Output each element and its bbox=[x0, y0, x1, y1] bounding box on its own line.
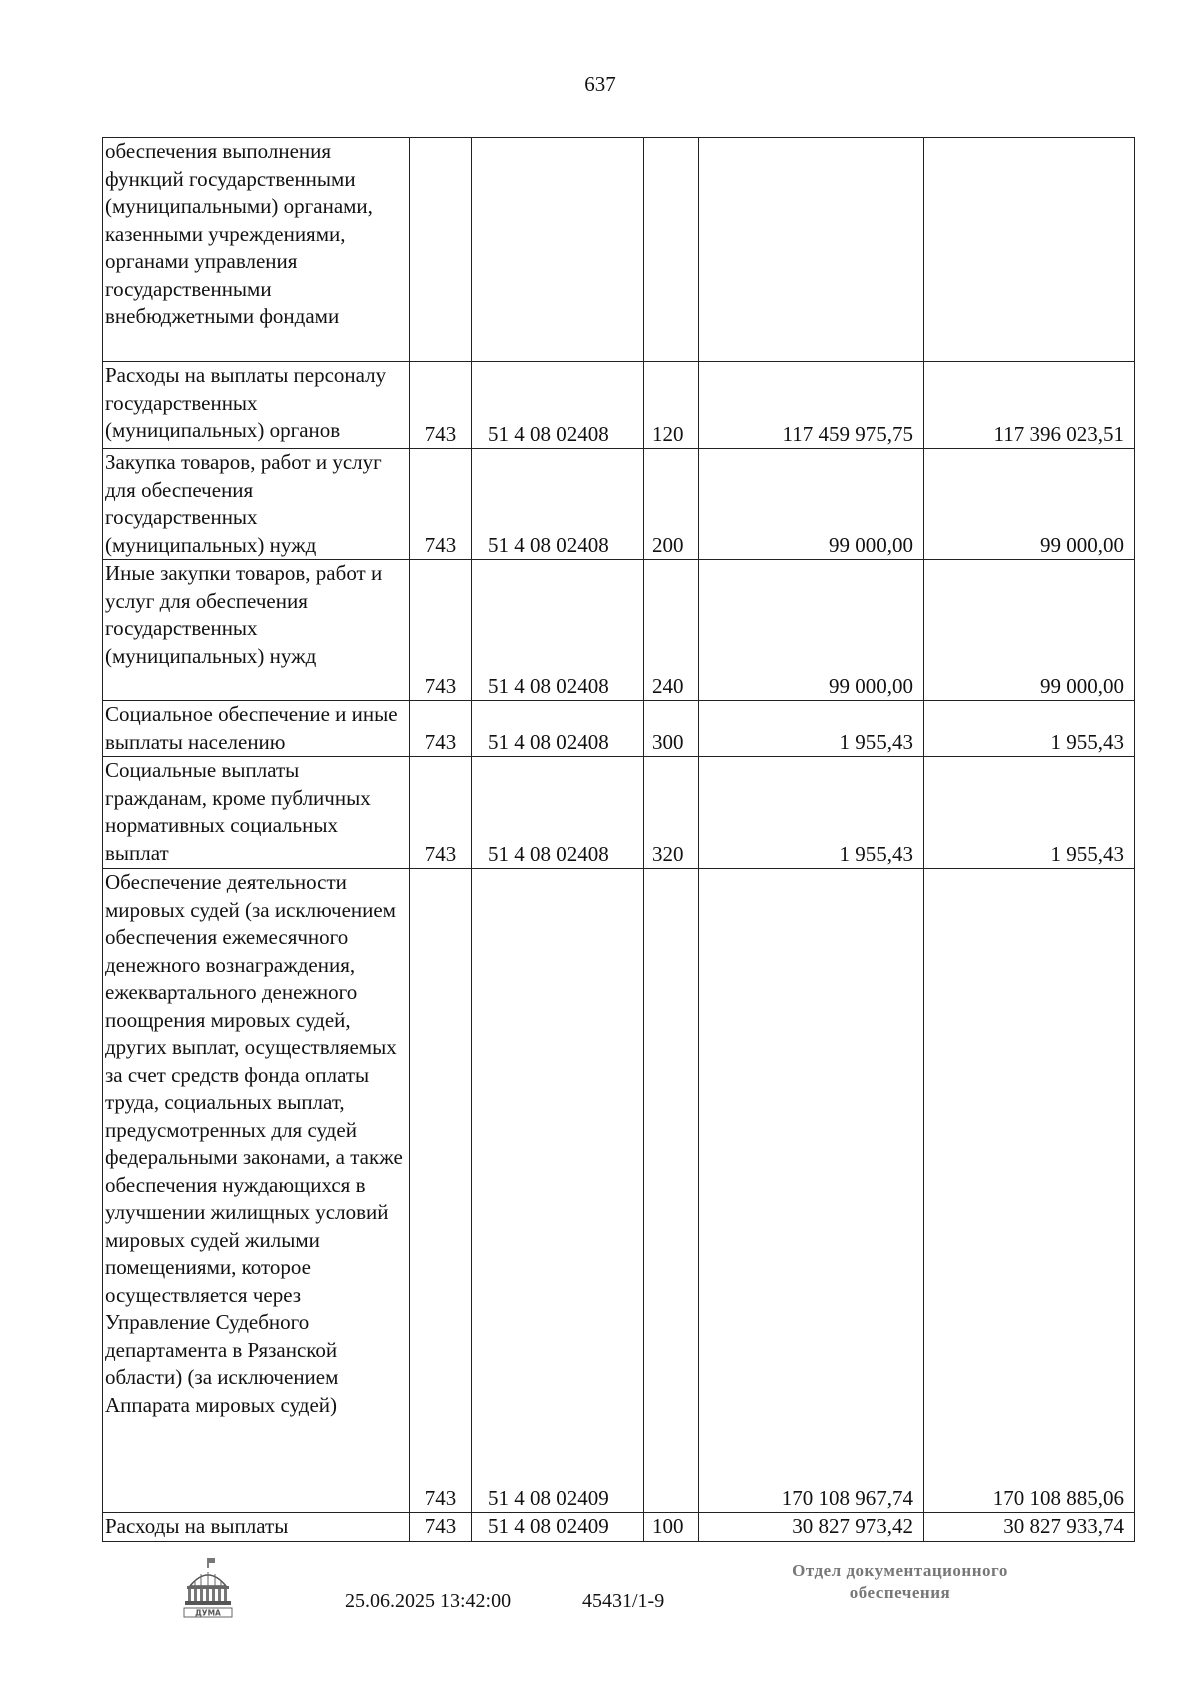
row-expense-type: 100 bbox=[644, 1513, 699, 1542]
row-sum-fact: 117 396 023,51 bbox=[924, 362, 1135, 449]
row-name: обеспечения выполнения функций государственными (муниципальными) органами, казенными учреждениями, органами управления государственными внебюджетными фондами bbox=[103, 138, 410, 362]
row-ministry-code: 743 bbox=[410, 757, 472, 869]
row-sum-plan: 1 955,43 bbox=[699, 701, 924, 757]
row-ministry-code: 743 bbox=[410, 362, 472, 449]
row-target-code: 51 4 08 02409 bbox=[472, 869, 644, 1513]
row-name: Иные закупки товаров, работ и услуг для обеспечения государственных (муниципальных) нужд bbox=[103, 560, 410, 701]
row-sum-fact: 1 955,43 bbox=[924, 701, 1135, 757]
row-target-code bbox=[472, 138, 644, 362]
row-target-code: 51 4 08 02408 bbox=[472, 701, 644, 757]
row-sum-fact: 170 108 885,06 bbox=[924, 869, 1135, 1513]
row-sum-plan: 117 459 975,75 bbox=[699, 362, 924, 449]
table-row bbox=[103, 560, 1135, 701]
stamp-line-1: Отдел документационного bbox=[792, 1561, 1008, 1580]
row-target-code: 51 4 08 02408 bbox=[472, 757, 644, 869]
row-sum-plan: 30 827 973,42 bbox=[699, 1513, 924, 1542]
row-expense-type: 120 bbox=[644, 362, 699, 449]
logo-text: ДУМА bbox=[195, 1608, 221, 1618]
row-name: Социальные выплаты гражданам, кроме публичных нормативных социальных выплат bbox=[103, 757, 410, 869]
row-target-code: 51 4 08 02409 bbox=[472, 1513, 644, 1542]
row-expense-type bbox=[644, 138, 699, 362]
row-ministry-code: 743 bbox=[410, 560, 472, 701]
row-name: Закупка товаров, работ и услуг для обеспечения государственных (муниципальных) нужд bbox=[103, 449, 410, 560]
row-target-code: 51 4 08 02408 bbox=[472, 362, 644, 449]
row-sum-plan bbox=[699, 138, 924, 362]
row-name: Социальное обеспечение и иные выплаты населению bbox=[103, 701, 410, 757]
row-expense-type: 320 bbox=[644, 757, 699, 869]
row-sum-fact: 1 955,43 bbox=[924, 757, 1135, 869]
row-expense-type: 300 bbox=[644, 701, 699, 757]
row-sum-plan: 1 955,43 bbox=[699, 757, 924, 869]
department-stamp bbox=[740, 1560, 1060, 1604]
table-row bbox=[103, 757, 1135, 869]
row-expense-type: 200 bbox=[644, 449, 699, 560]
stamp-line-2: обеспечения bbox=[849, 1583, 951, 1602]
table-row bbox=[103, 1513, 1135, 1542]
row-sum-plan: 99 000,00 bbox=[699, 560, 924, 701]
row-ministry-code: 743 bbox=[410, 449, 472, 560]
row-ministry-code: 743 bbox=[410, 701, 472, 757]
row-expense-type bbox=[644, 869, 699, 1513]
budget-table bbox=[102, 137, 1135, 1542]
row-ministry-code: 743 bbox=[410, 1513, 472, 1542]
row-sum-fact: 30 827 933,74 bbox=[924, 1513, 1135, 1542]
row-name: Расходы на выплаты персоналу государственных (муниципальных) органов bbox=[103, 362, 410, 449]
table-row bbox=[103, 869, 1135, 1513]
row-expense-type: 240 bbox=[644, 560, 699, 701]
row-sum-fact: 99 000,00 bbox=[924, 449, 1135, 560]
row-ministry-code: 743 bbox=[410, 869, 472, 1513]
row-sum-fact bbox=[924, 138, 1135, 362]
table-row bbox=[103, 362, 1135, 449]
table-row bbox=[103, 701, 1135, 757]
row-ministry-code bbox=[410, 138, 472, 362]
row-name: Расходы на выплаты bbox=[103, 1513, 410, 1542]
row-target-code: 51 4 08 02408 bbox=[472, 449, 644, 560]
duma-building-logo-icon bbox=[182, 1556, 234, 1618]
registration-number: 45431/1-9 bbox=[582, 1590, 665, 1612]
table-row bbox=[103, 449, 1135, 560]
table-row bbox=[103, 138, 1135, 362]
row-sum-fact: 99 000,00 bbox=[924, 560, 1135, 701]
row-name: Обеспечение деятельности мировых судей (за исключением обеспечения ежемесячного денежного вознаграждения, ежеквартального денежного поощрения мировых судей, других выплат, осуществляемых за счет средств фонда оплаты труда, социальных выплат, предусмотренных для судей федеральными законами, а также обеспечения нуждающихся в улучшении жилищных условий мировых судей жилыми помещениями, которое осуществляется через Управление Судебного департамента в Рязанской области) (за исключением Аппарата мировых судей) bbox=[103, 869, 410, 1513]
document-date: 25.06.2025 13:42:00 bbox=[345, 1590, 512, 1612]
row-sum-plan: 99 000,00 bbox=[699, 449, 924, 560]
page-number: 637 bbox=[584, 72, 616, 96]
row-target-code: 51 4 08 02408 bbox=[472, 560, 644, 701]
row-sum-plan: 170 108 967,74 bbox=[699, 869, 924, 1513]
